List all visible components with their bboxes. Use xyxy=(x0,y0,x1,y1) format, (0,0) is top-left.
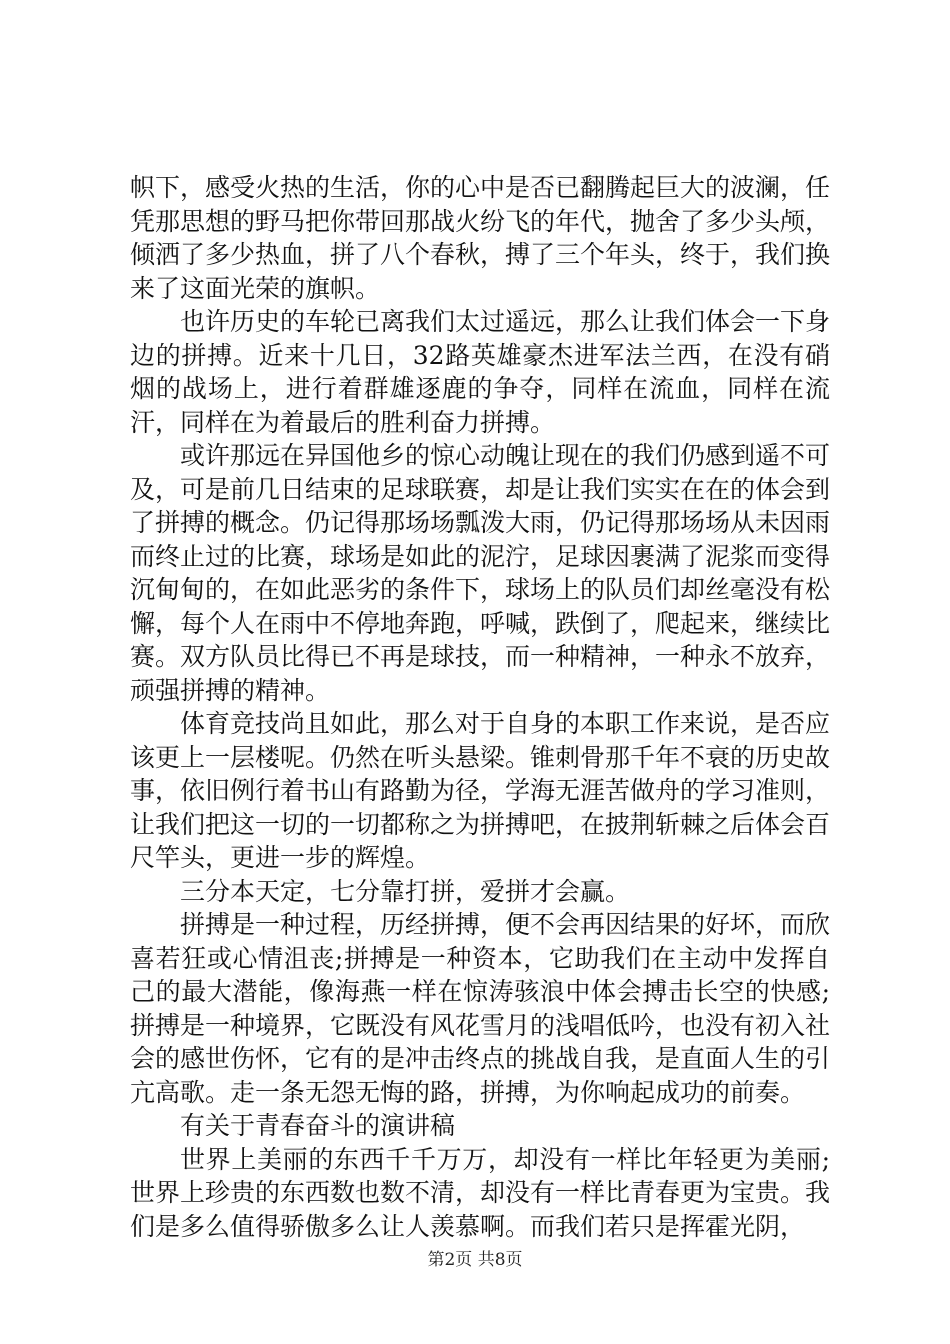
paragraph-3: 或许那远在异国他乡的惊心动魄让现在的我们仍感到遥不可及，可是前几日结束的足球联赛，却是让我们实实在在的体会到了拼搏的概念。仍记得那场场瓢泼大雨，仍记得那场场从未因雨而终止过的比赛，球场是如此的泥泞，足球因裹满了泥浆而变得沉甸甸的，在如此恶劣的条件下，球场上的队员们却丝毫没有松懈，每个人在雨中不停地奔跑，呼喊，跌倒了，爬起来，继续比赛。双方队员比得已不再是球技，而一种精神，一种永不放弃，顽强拼搏的精神。 xyxy=(130,441,831,705)
page-number: 第2页 共8页 xyxy=(427,1250,523,1270)
paragraph-7: 世界上美丽的东西千千万万，却没有一样比年轻更为美丽;世界上珍贵的东西数也数不清，却没有一样比青春更为宝贵。我们是多么值得骄傲多么让人羡慕啊。而我们若只是挥霍光阴， xyxy=(130,1144,831,1241)
paragraph-4: 体育竞技尚且如此，那么对于自身的本职工作来说，是否应该更上一层楼呢。仍然在听头悬梁。锥刺骨那千年不衰的历史故事，依旧例行着书山有路勤为径，学海无涯苦做舟的学习准则，让我们把这一切的一切都称之为拼搏吧，在披荆斩棘之后体会百尺竿头，更进一步的辉煌。 xyxy=(130,709,831,872)
document-body xyxy=(130,171,830,1243)
section-heading: 有关于青春奋斗的演讲稿 xyxy=(180,1111,456,1140)
paragraph-1: 帜下，感受火热的生活，你的心中是否已翻腾起巨大的波澜，任凭那思想的野马把你带回那战火纷飞的年代，抛舍了多少头颅，倾洒了多少热血，拼了八个春秋，搏了三个年头，终于，我们换来了这面光荣的旗帜。 xyxy=(130,173,831,303)
page-footer xyxy=(0,1245,950,1270)
paragraph-6: 拼搏是一种过程，历经拼搏，便不会再因结果的好坏，而欣喜若狂或心情沮丧;拼搏是一种资本，它助我们在主动中发挥自己的最大潜能，像海燕一样在惊涛骇浪中体会搏击长空的快感;拼搏是一种境界，它既没有风花雪月的浅唱低吟，也没有初入社会的感世伤怀，它有的是冲击终点的挑战自我，是直面人生的引亢高歌。走一条无怨无悔的路，拼搏，为你响起成功的前奏。 xyxy=(130,910,831,1107)
paragraph-2: 也许历史的车轮已离我们太过遥远，那么让我们体会一下身边的拼搏。近来十几日，32路英雄豪杰进军法兰西，在没有硝烟的战场上，进行着群雄逐鹿的争夺，同样在流血，同样在流汗，同样在为着最后的胜利奋力拼搏。 xyxy=(130,307,831,437)
paragraph-5: 三分本天定，七分靠打拼，爱拼才会赢。 xyxy=(180,876,631,906)
